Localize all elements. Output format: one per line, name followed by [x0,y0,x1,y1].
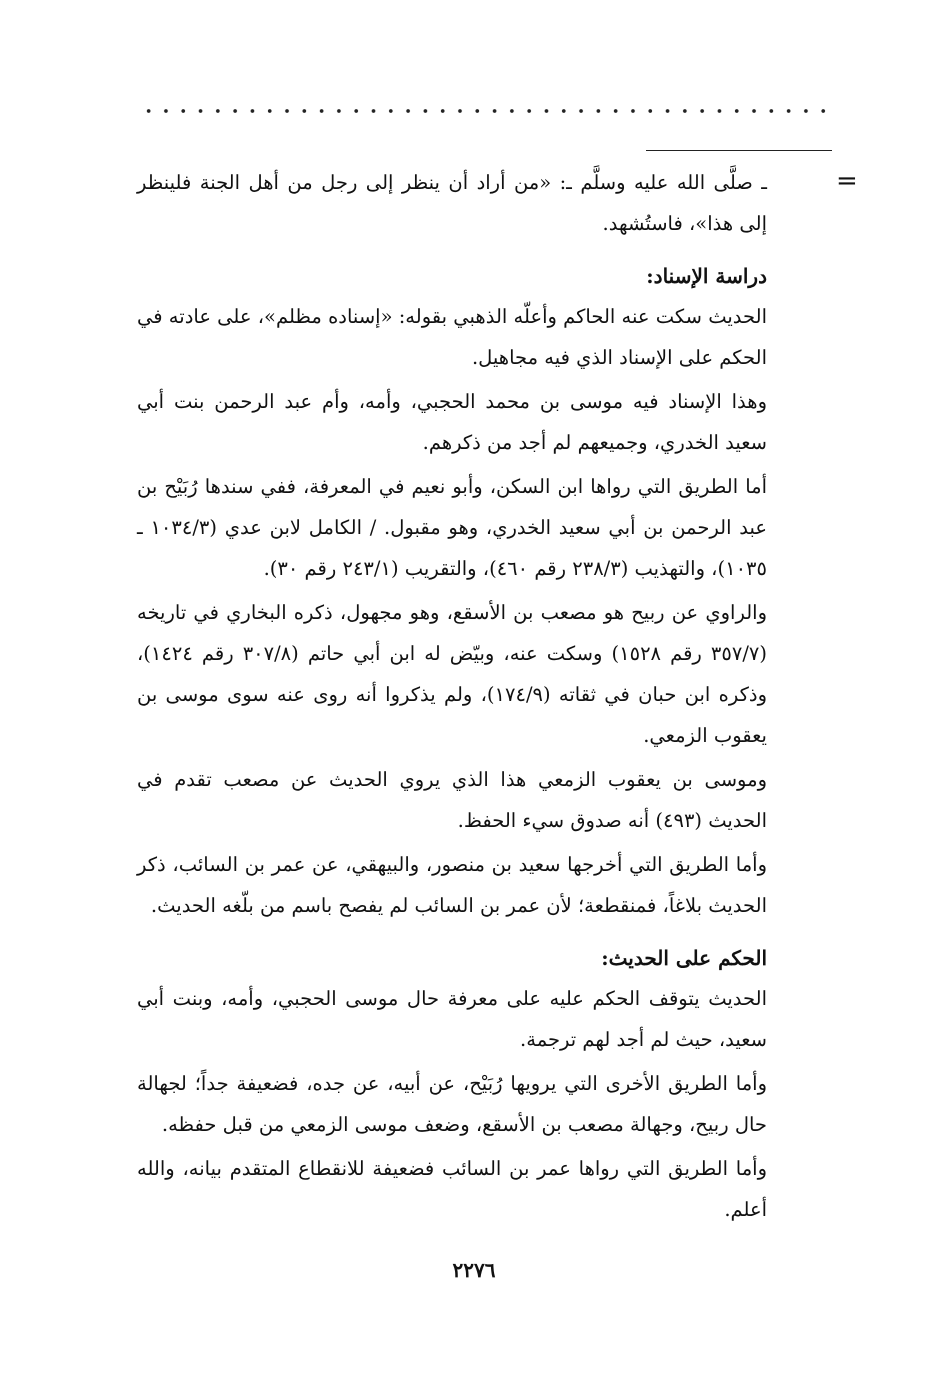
isnad-paragraph-3: أما الطريق التي رواها ابن السكن، وأبو نعيم في المعرفة، ففي سندها رُبَيْح بن عبد الرحمن بن أبي سعيد الخدري، وهو مقبول. / الكامل لابن عدي (١٠٣٤/٣ ـ ١٠٣٥)، والتهذيب (٢٣٨/٣ رقم ٤٦٠)، والتقريب (٢٤٣/١ رقم ٣٠). [137,475,767,580]
isnad-paragraph-2: وهذا الإسناد فيه موسى بن محمد الحجبي، وأمه، وأم عبد الرحمن بنت أبي سعيد الخدري، وجميعهم لم أجد من ذكرهم. [137,390,767,454]
isnad-paragraph-1: الحديث سكت عنه الحاكم وأعلّه الذهبي بقوله: «إسناده مظلم»، على عادته في الحكم على الإسناد الذي فيه مجاهيل. [137,305,767,369]
footnote-text: ـ صلَّى الله عليه وسلَّم ـ: «من أراد أن ينظر إلى رجل من أهل الجنة فلينظر إلى هذا»، فاستُشهد. [137,171,767,235]
isnad-paragraph-4: والراوي عن ربيح هو مصعب بن الأسقع، وهو مجهول، ذكره البخاري في تاريخه (٣٥٧/٧ رقم ١٥٢٨) وسكت عنه، وبيّض له ابن أبي حاتم (٣٠٧/٨ رقم ١٤٢٤)، وذكره ابن حبان في ثقاته (١٧٤/٩)، ولم يذكروا أنه روى عنه سوى موسى بن يعقوب الزمعي. [137,601,767,747]
dotted-separator [140,104,832,118]
isnad-heading: دراسة الإسناد: [646,264,767,288]
page-body [137,162,767,1233]
footnote-continuation-mark: = [836,166,858,196]
ruling-paragraph-1: الحديث يتوقف الحكم عليه على معرفة حال موسى الحجبي، وأمه، وبنت أبي سعيد، حيث لم أجد لهم ترجمة. [137,987,767,1051]
footnote-rule [646,150,832,151]
ruling-heading: الحكم على الحديث: [601,946,767,970]
isnad-paragraph-5: وموسى بن يعقوب الزمعي هذا الذي يروي الحديث عن مصعب تقدم في الحديث (٤٩٣) أنه صدوق سيء الحفظ. [137,768,767,832]
isnad-paragraph-6: وأما الطريق التي أخرجها سعيد بن منصور، والبيهقي، عن عمر بن السائب، ذكر الحديث بلاغاً، فمنقطعة؛ لأن عمر بن السائب لم يفصح باسم من بلّغه الحديث. [137,853,767,917]
page-number: ٢٢٧٦ [452,1258,496,1282]
ruling-paragraph-2: وأما الطريق الأخرى التي يرويها رُبَيْح، عن أبيه، عن جده، فضعيفة جداً؛ لجهالة حال ربيح، وجهالة مصعب بن الأسقع، وضعف موسى الزمعي من قبل حفظه. [137,1072,767,1136]
ruling-paragraph-3: وأما الطريق التي رواها عمر بن السائب فضعيفة للانقطاع المتقدم بيانه، والله أعلم. [137,1157,767,1221]
